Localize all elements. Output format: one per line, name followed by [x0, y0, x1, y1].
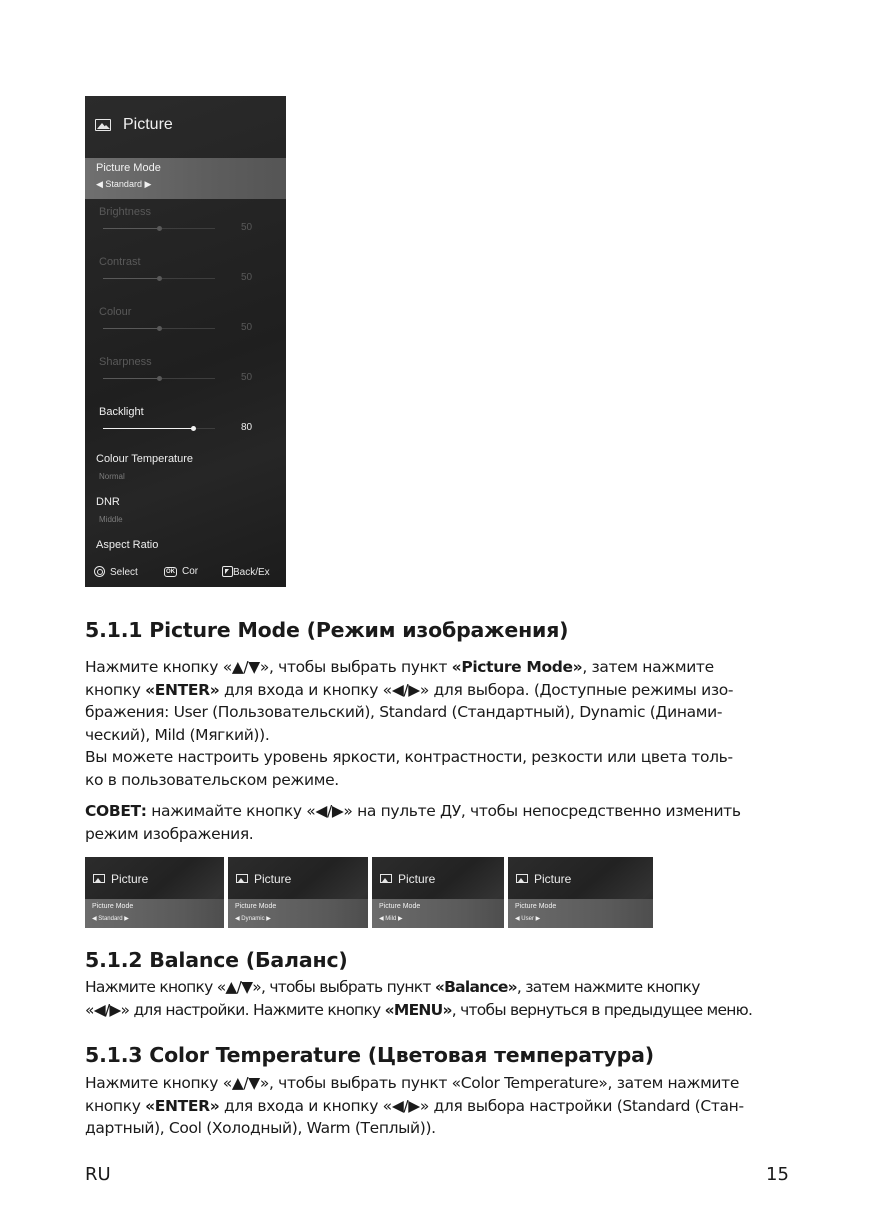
thumbnail-title: Picture: [398, 872, 436, 886]
slider-track[interactable]: [103, 278, 215, 279]
text-bold: «ENTER»: [145, 1096, 220, 1115]
text-bold: «MENU»: [384, 1000, 452, 1019]
picture-mode-label: Picture Mode: [96, 162, 161, 174]
tv-picture-menu: [85, 96, 286, 587]
slider-track[interactable]: [103, 228, 215, 229]
thumbnail-mode-label: Picture Mode: [379, 903, 421, 910]
thumbnail-title: Picture: [254, 872, 292, 886]
slider-value: 80: [241, 422, 253, 433]
slider-value: 50: [241, 322, 253, 333]
text-bold: «Balance»: [434, 978, 517, 996]
thumbnail-title: Picture: [534, 872, 572, 886]
thumbnail-mode-band: [85, 899, 224, 928]
option-label: DNR: [96, 496, 120, 508]
slider-fill: [103, 328, 159, 329]
slider-knob[interactable]: [157, 376, 162, 381]
slider-track[interactable]: [103, 428, 215, 429]
tip-paragraph: [85, 800, 741, 845]
nav-ring-icon: [94, 566, 105, 577]
slider-label: Brightness: [99, 206, 151, 218]
ok-icon: OK: [166, 569, 175, 575]
text-line: [85, 999, 752, 1022]
thumbnail-mode-value: ◀ Mild ▶: [379, 916, 403, 922]
confirm-hint[interactable]: [164, 566, 198, 577]
thumbnail-standard: [85, 857, 224, 928]
text-run: Нажмите кнопку «▲/▼», чтобы выбрать пункт: [85, 658, 452, 676]
thumbnail-mode-band: [508, 899, 653, 928]
brightness-slider[interactable]: [85, 206, 286, 254]
dnr-item[interactable]: [85, 496, 286, 536]
text-run: , затем нажмите кнопку: [516, 978, 700, 996]
text-line: [85, 976, 752, 999]
picture-mode-item[interactable]: [85, 158, 286, 199]
slider-value: 50: [241, 372, 253, 383]
back-hint[interactable]: [222, 566, 270, 578]
colour-temperature-item[interactable]: [85, 453, 286, 493]
picture-icon: [93, 874, 105, 883]
text-bold: «ENTER»: [145, 680, 220, 699]
text-line: [85, 1095, 744, 1118]
text-line: [85, 679, 733, 702]
text-bold: «Picture Mode»: [451, 658, 583, 676]
text-line: режим изображения.: [85, 824, 254, 843]
slider-knob[interactable]: [191, 426, 196, 431]
thumbnail-mode-label: Picture Mode: [235, 903, 277, 910]
language-code: RU: [85, 1164, 111, 1185]
slider-fill: [103, 278, 159, 279]
paragraph-picture-mode: [85, 656, 733, 792]
text-run: кнопку: [85, 1096, 146, 1115]
text-run: , чтобы вернуться в предыдущее меню.: [451, 1000, 753, 1019]
thumbnail-title: Picture: [111, 872, 149, 886]
slider-track[interactable]: [103, 378, 215, 379]
picture-icon: [380, 874, 392, 883]
text-line: дартный), Cool (Холодный), Warm (Теплый)).: [85, 1119, 436, 1138]
slider-fill: [103, 228, 159, 229]
text-line: ко в пользовательском режиме.: [85, 770, 339, 789]
thumbnail-user: [508, 857, 653, 928]
text-line: Нажмите кнопку «▲/▼», чтобы выбрать пункт «Color Temperature», затем нажмите: [85, 1074, 740, 1092]
section-heading-picture-mode: 5.1.1 Picture Mode (Режим изображения): [85, 618, 569, 642]
back-hint-label: Back/Ex: [233, 567, 270, 578]
slider-fill: [103, 378, 159, 379]
text-line: Вы можете настроить уровень яркости, контрастности, резкости или цвета толь-: [85, 748, 733, 767]
menu-title: Picture: [123, 116, 173, 133]
thumbnail-mode-label: Picture Mode: [92, 903, 134, 910]
option-label: Aspect Ratio: [96, 539, 159, 551]
thumbnail-mode-value: ◀ User ▶: [515, 916, 541, 922]
paragraph-balance: [85, 976, 752, 1021]
picture-icon: [516, 874, 528, 883]
text-run: кнопку: [85, 680, 146, 699]
slider-label: Sharpness: [99, 356, 152, 368]
thumbnail-mild: [372, 857, 504, 928]
picture-icon: [95, 119, 111, 131]
thumbnail-mode-band: [228, 899, 368, 928]
colour-slider[interactable]: [85, 306, 286, 354]
text-run: нажимайте кнопку «◀/▶» на пульте ДУ, чтобы непосредственно изменить: [146, 802, 741, 820]
text-run: , затем нажмите: [582, 658, 714, 676]
thumbnail-mode-band: [372, 899, 504, 928]
text-line: ческий), Mild (Мягкий)).: [85, 725, 270, 744]
option-value: Normal: [99, 472, 125, 481]
picture-mode-value: ◀ Standard ▶: [96, 179, 152, 189]
back-icon: [222, 566, 233, 577]
slider-value: 50: [241, 222, 253, 233]
confirm-hint-label: Cor: [182, 566, 199, 577]
menu-header: [85, 96, 286, 156]
select-hint[interactable]: [94, 566, 138, 578]
slider-label: Colour: [99, 306, 132, 318]
slider-knob[interactable]: [157, 226, 162, 231]
text-run: для входа и кнопку «◀/▶» для выбора. (Доступные режимы изо-: [219, 680, 734, 699]
section-heading-balance: 5.1.2 Balance (Баланс): [85, 948, 348, 972]
menu-footer: [85, 563, 286, 583]
page-number: 15: [766, 1164, 789, 1185]
text-run: Нажмите кнопку «▲/▼», чтобы выбрать пункт: [85, 978, 435, 996]
thumbnail-mode-value: ◀ Standard ▶: [92, 916, 129, 922]
paragraph-color-temperature: [85, 1072, 744, 1140]
tip-label: СОВЕТ:: [85, 802, 147, 820]
text-run: для входа и кнопку «◀/▶» для выбора настройки (Standard (Стан-: [219, 1096, 744, 1115]
slider-label: Contrast: [99, 256, 141, 268]
text-line: бражения: User (Пользовательский), Standard (Стандартный), Dynamic (Динами-: [85, 703, 723, 722]
backlight-slider[interactable]: [85, 406, 286, 454]
slider-knob[interactable]: [157, 276, 162, 281]
slider-fill: [103, 428, 193, 429]
thumbnail-mode-label: Picture Mode: [515, 903, 557, 910]
slider-track[interactable]: [103, 328, 215, 329]
contrast-slider[interactable]: [85, 256, 286, 304]
thumbnail-dynamic: [228, 857, 368, 928]
text-run: «◀/▶» для настройки. Нажмите кнопку: [85, 1000, 385, 1019]
section-heading-color-temperature: 5.1.3 Color Temperature (Цветовая температура): [85, 1043, 654, 1067]
slider-knob[interactable]: [157, 326, 162, 331]
picture-icon: [236, 874, 248, 883]
thumbnail-mode-value: ◀ Dynamic ▶: [235, 916, 271, 922]
text-line: [85, 800, 741, 823]
sharpness-slider[interactable]: [85, 356, 286, 404]
text-line: [85, 656, 733, 679]
option-label: Colour Temperature: [96, 453, 194, 465]
option-value: Middle: [99, 515, 123, 524]
slider-value: 50: [241, 272, 253, 283]
slider-label: Backlight: [99, 406, 144, 418]
select-hint-label: Select: [110, 567, 138, 578]
